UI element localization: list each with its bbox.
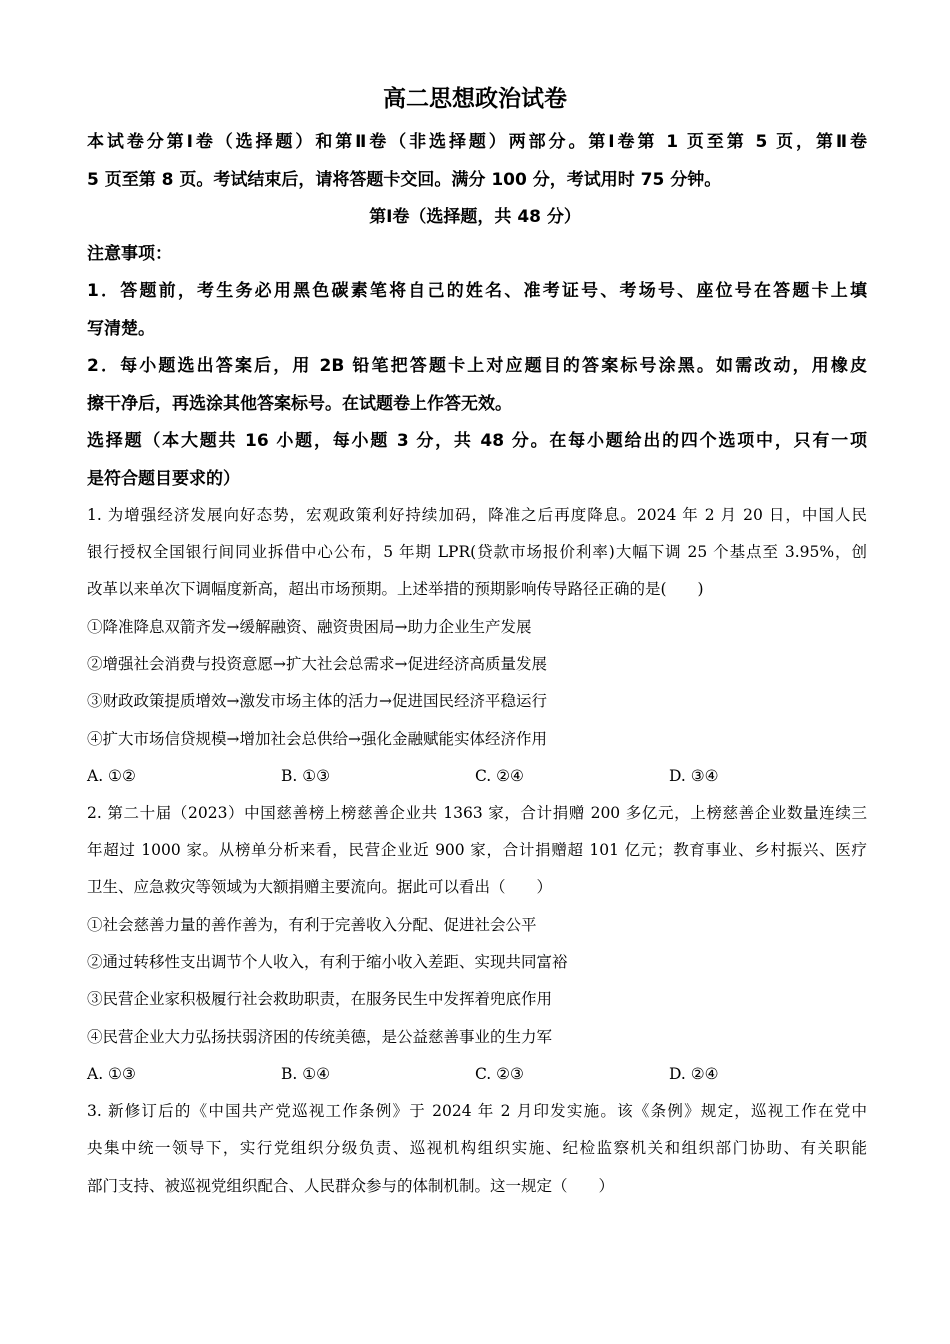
notice-title: 注意事项： [87,244,172,264]
q2-item-2: ②通过转移性支出调节个人收入，有利于缩小收入差距、实现共同富裕 [87,953,568,971]
q2-option-d: D. ②④ [669,1065,719,1083]
q2-stem-line-3: 卫生、应急救灾等领域为大额捐赠主要流向。据此可以看出（ ） [87,878,553,896]
q1-item-1: ①降准降息双箭齐发→缓解融资、融资贵困局→助力企业生产发展 [87,618,532,636]
q2-item-3: ③民营企业家积极履行社会救助职责，在服务民生中发挥着兜底作用 [87,990,553,1008]
mc-header-line-2: 是符合题目要求的） [87,469,240,489]
q2-item-4: ④民营企业大力弘扬扶弱济困的传统美德，是公益慈善事业的生力军 [87,1028,553,1046]
q2-stem-line-2: 年超过 1000 家。从榜单分析来看，民营企业近 900 家，合计捐赠超 101 亿元；教育事业、乡村振兴、医疗 [87,841,867,859]
q3-stem-line-2: 央集中统一领导下，实行党组织分级负责、巡视机构组织实施、纪检监察机关和组织部门协助、有关职能 [87,1139,867,1157]
q3-stem-line-1: 3. 新修订后的《中国共产党巡视工作条例》于 2024 年 2 月印发实施。该《条例》规定，巡视工作在党中 [87,1102,867,1120]
q2-option-c: C. ②③ [475,1065,524,1083]
mc-header-line-1: 选择题（本大题共 16 小题，每小题 3 分，共 48 分。在每小题给出的四个选项中，只有一项 [87,431,867,451]
q1-stem-line-3: 改革以来单次下调幅度新高，超出市场预期。上述举措的预期影响传导路径正确的是( ) [87,580,704,598]
q1-item-4: ④扩大市场信贷规模→增加社会总供给→强化金融赋能实体经济作用 [87,730,547,748]
q2-item-1: ①社会慈善力量的善作善为，有利于完善收入分配、促进社会公平 [87,916,537,934]
notice-line-4: 擦干净后，再选涂其他答案标号。在试题卷上作答无效。 [87,394,512,414]
section-title: 第Ⅰ卷（选择题，共 48 分） [369,207,581,227]
intro-line-2: 5 页至第 8 页。考试结束后，请将答题卡交回。满分 100 分，考试用时 75 分钟。 [87,170,722,190]
q3-stem-line-3: 部门支持、被巡视党组织配合、人民群众参与的体制机制。这一规定（ ） [87,1177,615,1195]
q1-stem-line-1: 1. 为增强经济发展向好态势，宏观政策利好持续加码，降准之后再度降息。2024 年 2 月 20 日，中国人民 [87,506,867,524]
q1-options [87,765,867,787]
q2-option-b: B. ①④ [281,1065,331,1083]
notice-line-1: 1．答题前，考生务必用黑色碳素笔将自己的姓名、准考证号、考场号、座位号在答题卡上填 [87,281,867,301]
q1-item-3: ③财政政策提质增效→激发市场主体的活力→促进国民经济平稳运行 [87,692,547,710]
q1-option-a: A. ①② [87,767,136,785]
notice-line-3: 2．每小题选出答案后，用 2B 铅笔把答题卡上对应题目的答案标号涂黑。如需改动，用橡皮 [87,356,867,376]
q1-option-d: D. ③④ [669,767,719,785]
q2-option-a: A. ①③ [87,1065,136,1083]
q1-item-2: ②增强社会消费与投资意愿→扩大社会总需求→促进经济高质量发展 [87,655,547,673]
q1-option-b: B. ①③ [281,767,331,785]
q2-stem-line-1: 2. 第二十届（2023）中国慈善榜上榜慈善企业共 1363 家，合计捐赠 200 多亿元，上榜慈善企业数量连续三 [87,804,867,822]
q2-options [87,1063,867,1085]
notice-line-2: 写清楚。 [87,319,155,339]
intro-line-1: 本试卷分第Ⅰ卷（选择题）和第Ⅱ卷（非选择题）两部分。第Ⅰ卷第 1 页至第 5 页，第Ⅱ卷 [87,132,867,152]
page-title: 高二思想政治试卷 [383,86,567,112]
q1-option-c: C. ②④ [475,767,524,785]
q1-stem-line-2: 银行授权全国银行间同业拆借中心公布，5 年期 LPR(贷款市场报价利率)大幅下调 25 个基点至 3.95%，创 [87,543,867,561]
